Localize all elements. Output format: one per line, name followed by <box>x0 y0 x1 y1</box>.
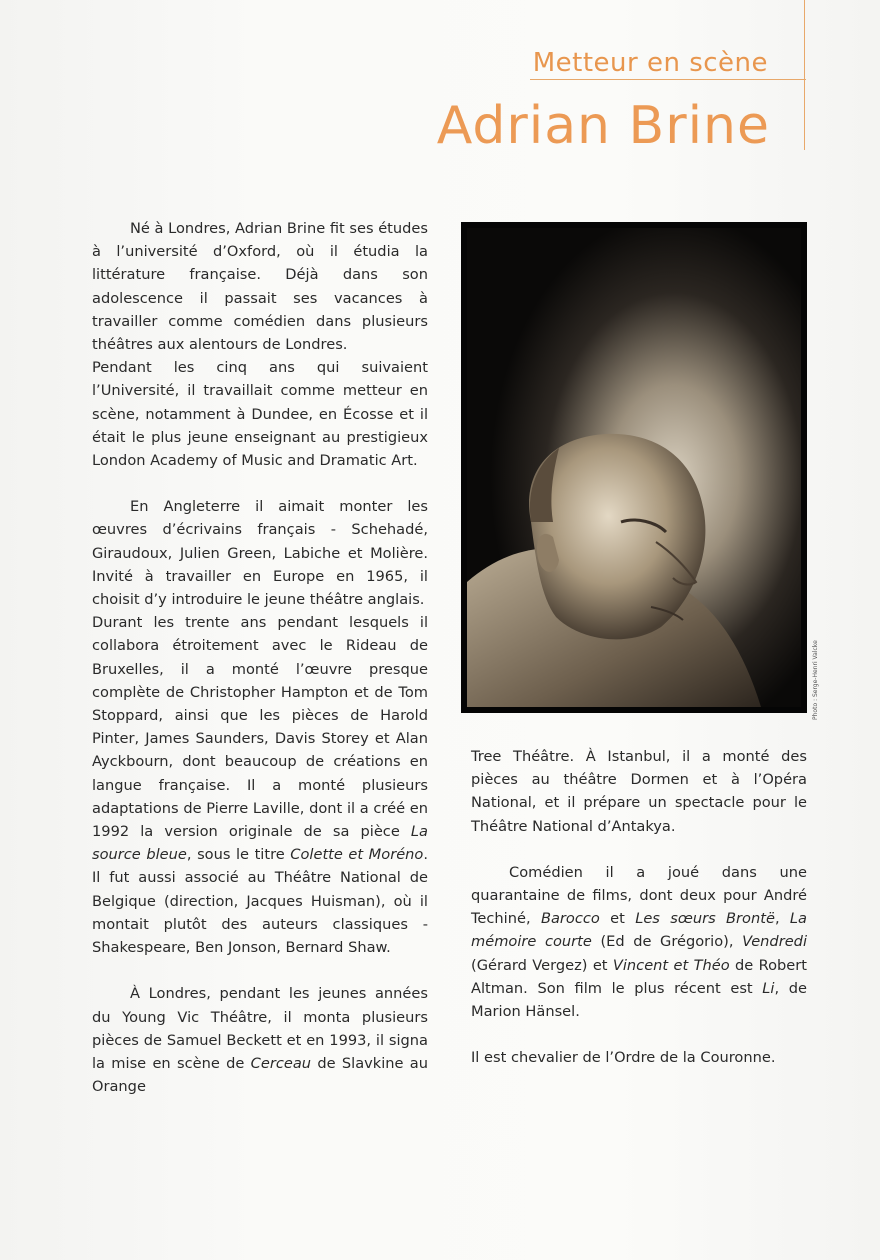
italic-title: Colette et Moréno <box>290 846 424 864</box>
body-paragraph <box>92 356 428 472</box>
vertical-rule <box>804 0 805 150</box>
body-paragraph <box>92 982 428 1098</box>
italic-title: Cerceau <box>250 1054 312 1072</box>
text-run: Tree Théâtre. À Istanbul, il a monté des pièces au théâtre Dormen et à l’Opéra National, et il prépare un spectacle pour le Théâtre National d’Antakya. <box>471 748 807 835</box>
body-paragraph <box>471 1046 807 1069</box>
text-run: Comédien il a joué dans une quarantaine de films, dont deux pour André Techiné, <box>471 863 807 928</box>
role-heading: Metteur en scène <box>532 48 768 78</box>
text-run: de Robert Altman. Son film le plus récent est <box>471 956 807 997</box>
italic-title: Vendredi <box>742 933 807 951</box>
person-name-title: Adrian Brine <box>436 96 770 156</box>
italic-title: Barocco <box>540 910 600 928</box>
italic-title: Li <box>762 979 775 997</box>
portrait-photo <box>461 222 807 713</box>
text-run: (Ed de Grégorio), <box>591 933 743 951</box>
photo-credit: Photo : Serge-Henri Valcke <box>812 640 819 720</box>
body-paragraph <box>471 745 807 838</box>
text-run: Né à Londres, Adrian Brine fit ses études à l’université d’Oxford, où il étudia la littérature française. Déjà dans son adolescence il passait ses vacances à travailler comme comédien dans plusieurs théâtres aux alentours de Londres. <box>92 220 428 354</box>
paragraph-gap <box>471 1023 807 1046</box>
text-run: Durant les trente ans pendant lesquels il collabora étroitement avec le Rideau de Bruxelles, il a monté l’œuvre presque complète de Christopher Hampton et de Tom Stoppard, ainsi que les pièces de Harold Pinter, James Saunders, Davis Storey et Alan Ayckbourn, dont beaucoup de créations en langue française. Il a monté plusieurs adaptations de Pierre Laville, dont il a créé en 1992 la version originale de sa pièce <box>92 614 428 841</box>
portrait-image <box>461 222 807 713</box>
paragraph-gap <box>92 472 428 495</box>
text-run: . Il fut aussi associé au Théâtre National de Belgique (direction, Jacques Huisman), où il montait plutôt des auteurs classiques - Shakespeare, Ben Jonson, Bernard Shaw. <box>92 846 428 957</box>
paragraph-gap <box>471 838 807 861</box>
body-paragraph <box>92 611 428 959</box>
text-run: , de Marion Hänsel. <box>471 979 807 1021</box>
text-run: , sous le titre <box>186 846 291 864</box>
text-run: À Londres, pendant les jeunes années du Young Vic Théâtre, il monta plusieurs pièces de Samuel Beckett et en 1993, il signa la mise en scène de <box>92 985 428 1072</box>
italic-title: La mémoire courte <box>471 910 807 951</box>
text-run: (Gérard Vergez) et <box>471 956 613 974</box>
paragraph-gap <box>92 959 428 982</box>
text-run: de Slavkine au Orange <box>92 1054 428 1096</box>
italic-title: La source bleue <box>92 823 428 864</box>
body-paragraph <box>92 217 428 356</box>
body-paragraph <box>92 495 428 611</box>
text-run: Il est chevalier de l’Ordre de la Couronne. <box>471 1049 776 1067</box>
text-run: En Angleterre il aimait monter les œuvres d’écrivains français - Schehadé, Giraudoux, Julien Green, Labiche et Molière. Invité à travailler en Europe en 1965, il choisit d’y introduire le jeune théâtre anglais. <box>92 498 428 609</box>
title-underline <box>530 79 806 80</box>
text-run: et <box>599 910 636 928</box>
text-run: , <box>774 910 790 928</box>
italic-title: Vincent et Théo <box>612 956 730 974</box>
body-paragraph <box>471 861 807 1023</box>
text-run: Pendant les cinq ans qui suivaient l’Université, il travaillait comme metteur en scène, notamment à Dundee, en Écosse et il était le plus jeune enseignant au prestigieux London Academy of Music and Dramatic Art. <box>92 359 428 470</box>
right-text-column <box>471 745 807 1069</box>
italic-title: Les sœurs Brontë <box>635 910 775 928</box>
left-text-column <box>92 217 428 1098</box>
